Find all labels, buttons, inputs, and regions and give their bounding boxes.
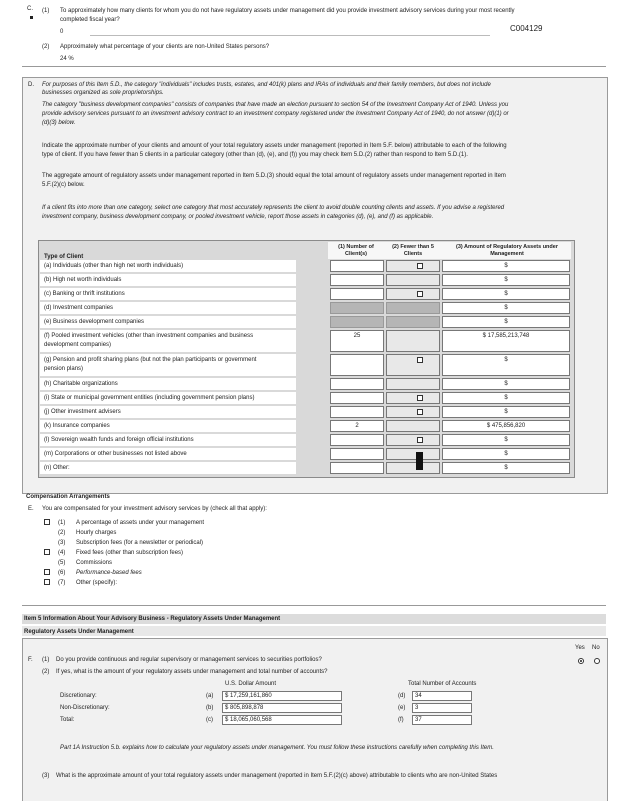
section-divider bbox=[22, 66, 606, 67]
compensation-item-number: (7) bbox=[58, 580, 66, 586]
item5-q2-text: If yes, what is the amount of your regulatory assets under management and total number of accounts? bbox=[56, 669, 328, 675]
compensation-item-label: Performance-based fees bbox=[76, 570, 142, 576]
crd-number: C004129 bbox=[510, 24, 543, 33]
compensation-item-number: (1) bbox=[58, 520, 66, 526]
row-number-input[interactable] bbox=[330, 274, 384, 286]
item5-instruction: Part 1A Instruction 5.b. explains how to calculate your regulatory assets under management. You must follow these instructions carefully when completing this Item. bbox=[60, 745, 494, 751]
row-number-input[interactable] bbox=[330, 462, 384, 474]
row-number-input[interactable] bbox=[330, 354, 384, 376]
row-fewer-cell bbox=[386, 420, 440, 432]
row-amount-value: $ bbox=[504, 305, 508, 311]
row-label: (l) Sovereign wealth funds and foreign official institutions bbox=[44, 437, 194, 443]
row-amount-value: $ bbox=[504, 319, 508, 325]
row-fewer-cell bbox=[386, 448, 440, 460]
item5-letter: F. bbox=[28, 657, 33, 663]
section-d-para2: The category "business development companies" consists of companies that have made an election pursuant to section 54 of the Investment Company Act of 1940. Unless you bbox=[42, 102, 509, 108]
row-label: (i) State or municipal government entities (including government pension plans) bbox=[44, 395, 255, 401]
ram-row-label: Non-Discretionary: bbox=[60, 705, 110, 711]
compensation-item-label: Hourly charges bbox=[76, 530, 117, 536]
row-number-input[interactable] bbox=[330, 392, 384, 404]
q1-number: (1) bbox=[42, 8, 50, 14]
row-number-cell-disabled bbox=[330, 316, 384, 328]
ram-accounts-value: 3 bbox=[415, 705, 419, 711]
row-amount-value: $ bbox=[504, 437, 508, 443]
yes-radio[interactable] bbox=[578, 658, 584, 664]
ram-acc-letter: (d) bbox=[398, 693, 406, 699]
item5-q1-number: (1) bbox=[42, 657, 50, 663]
row-fewer-cell-disabled bbox=[386, 316, 440, 328]
usd-column-header: U.S. Dollar Amount bbox=[225, 681, 277, 687]
row-label: (n) Other: bbox=[44, 465, 70, 471]
compensation-letter: E. bbox=[28, 506, 34, 512]
row-label: (e) Business development companies bbox=[44, 319, 145, 325]
section-d-para4b: 5.F.(2)(c) below. bbox=[42, 182, 85, 188]
compensation-checkbox[interactable] bbox=[44, 519, 50, 525]
section-d-para2c: (d)(3) below. bbox=[42, 120, 76, 126]
q2-value: 24 % bbox=[60, 56, 74, 62]
page-edge-mark bbox=[30, 16, 33, 19]
compensation-heading: Compensation Arrangements bbox=[26, 494, 110, 500]
section-d-para1b: businesses organized as sole proprietorships. bbox=[42, 90, 164, 96]
row-amount-value: $ bbox=[504, 277, 508, 283]
compensation-item-label: Fixed fees (other than subscription fees) bbox=[76, 550, 184, 556]
row-label: (g) Pension and profit sharing plans (but not the plan participants or government bbox=[44, 357, 257, 363]
ram-amount-value: $ 18,065,060,568 bbox=[225, 717, 272, 723]
row-label: (d) Investment companies bbox=[44, 305, 114, 311]
section-d-para5: If a client fits into more than one category, select one category that most accurately represents the client to avoid double counting clients and assets. If you advise a registered bbox=[42, 205, 505, 211]
q1-value: 0 bbox=[60, 29, 64, 35]
ram-row-letter: (b) bbox=[206, 705, 214, 711]
item5-q2-number: (2) bbox=[42, 669, 50, 675]
row-label: (k) Insurance companies bbox=[44, 423, 110, 429]
row-label: (c) Banking or thrift institutions bbox=[44, 291, 125, 297]
accounts-column-header: Total Number of Accounts bbox=[408, 681, 477, 687]
item5-title: Item 5 Information About Your Advisory Business - Regulatory Assets Under Management bbox=[24, 616, 281, 622]
row-amount-value: $ bbox=[504, 263, 508, 269]
row-label: (j) Other investment advisers bbox=[44, 409, 121, 415]
section-d-para4: The aggregate amount of regulatory assets under management reported in Item 5.D.(3) should equal the total amount of regulatory assets under management reported in Item bbox=[42, 173, 506, 179]
item5-subtitle: Regulatory Assets Under Management bbox=[24, 629, 134, 635]
row-amount-value: $ 17,585,213,748 bbox=[482, 333, 530, 339]
row-fewer-cell bbox=[386, 392, 440, 404]
row-amount-value: $ bbox=[504, 395, 508, 401]
row-number-value: 25 bbox=[353, 333, 361, 339]
row-amount-value: $ 475,856,820 bbox=[486, 423, 526, 429]
compensation-checkbox[interactable] bbox=[44, 549, 50, 555]
section-d-para1: For purposes of this Item 5.D., the category "individuals" includes trusts, estates, and 401(k) plans and IRAs of individuals and their family members, but does not include bbox=[42, 82, 491, 88]
row-fewer-checkbox[interactable] bbox=[417, 291, 423, 297]
row-fewer-cell bbox=[386, 434, 440, 446]
compensation-item-label: Subscription fees (for a newsletter or periodical) bbox=[76, 540, 204, 546]
q1-text: To approximately how many clients for whom you do not have regulatory assets under management did you provide investment advisory services during your most recently bbox=[60, 8, 515, 14]
col-fewer-header: (2) Fewer than 5 Clients bbox=[392, 244, 434, 257]
ram-row-label: Discretionary: bbox=[60, 693, 97, 699]
ram-row-letter: (a) bbox=[206, 693, 214, 699]
row-label: (f) Pooled investment vehicles (other than investment companies and business bbox=[44, 333, 254, 339]
item5-q3-number: (3) bbox=[42, 773, 50, 779]
row-fewer-cell bbox=[386, 406, 440, 418]
row-label: (a) Individuals (other than high net worth individuals) bbox=[44, 263, 184, 269]
row-number-input[interactable] bbox=[330, 288, 384, 300]
section-d-para2b: provide advisory services pursuant to an investment advisory contract to an investment company registered under the Investment Company Act of 1940, do not answer (d)(1) or bbox=[42, 111, 509, 117]
ram-acc-letter: (e) bbox=[398, 705, 406, 711]
row-number-input[interactable] bbox=[330, 434, 384, 446]
compensation-item-number: (3) bbox=[58, 540, 66, 546]
q1-answer-line bbox=[90, 35, 490, 36]
section-d-letter: D. bbox=[28, 82, 34, 88]
compensation-item-number: (5) bbox=[58, 560, 66, 566]
yes-label: Yes bbox=[575, 645, 585, 651]
row-label: (h) Charitable organizations bbox=[44, 381, 118, 387]
item5-divider bbox=[22, 605, 606, 606]
q1-text-cont: completed fiscal year? bbox=[60, 17, 120, 23]
compensation-question: You are compensated for your investment advisory services by (check all that apply): bbox=[42, 506, 267, 512]
row-fewer-cell bbox=[386, 378, 440, 390]
row-amount-value: $ bbox=[504, 451, 508, 457]
compensation-checkbox[interactable] bbox=[44, 579, 50, 585]
compensation-item-number: (2) bbox=[58, 530, 66, 536]
ram-accounts-value: 37 bbox=[415, 717, 422, 723]
compensation-item-label: Other (specify): bbox=[76, 580, 118, 586]
q2-number: (2) bbox=[42, 44, 50, 50]
checkbox-mark bbox=[416, 452, 423, 470]
row-label-cell bbox=[40, 462, 296, 474]
item5-q1-text: Do you provide continuous and regular supervisory or management services to securities portfolios? bbox=[56, 657, 322, 663]
row-fewer-checkbox[interactable] bbox=[417, 263, 423, 269]
compensation-item-label: A percentage of assets under your management bbox=[76, 520, 205, 526]
row-number-input[interactable] bbox=[330, 260, 384, 272]
no-label: No bbox=[592, 645, 600, 651]
compensation-checkbox[interactable] bbox=[44, 569, 50, 575]
row-amount-value: $ bbox=[504, 357, 508, 363]
ram-acc-letter: (f) bbox=[398, 717, 404, 723]
col-amount-header: (3) Amount of Regulatory Assets under Management bbox=[456, 244, 558, 257]
ram-accounts-input[interactable] bbox=[412, 703, 472, 713]
row-fewer-cell bbox=[386, 288, 440, 300]
col-number-header: (1) Number of Client(s) bbox=[338, 244, 374, 257]
row-label: (b) High net worth individuals bbox=[44, 277, 122, 283]
row-label-cont: pension plans) bbox=[44, 366, 84, 372]
ram-amount-value: $ 17,259,161,860 bbox=[225, 693, 272, 699]
row-fewer-cell bbox=[386, 354, 440, 376]
row-fewer-cell bbox=[386, 330, 440, 352]
compensation-item-number: (4) bbox=[58, 550, 66, 556]
ram-accounts-value: 34 bbox=[415, 693, 422, 699]
ram-row-label: Total: bbox=[60, 717, 75, 723]
row-amount-value: $ bbox=[504, 291, 508, 297]
row-amount-value: $ bbox=[504, 465, 508, 471]
row-number-input[interactable] bbox=[330, 378, 384, 390]
row-fewer-cell bbox=[386, 274, 440, 286]
row-fewer-checkbox[interactable] bbox=[417, 357, 423, 363]
row-amount-value: $ bbox=[504, 409, 508, 415]
section-c-letter: C. bbox=[27, 6, 33, 12]
section-d-para5b: investment company, business development company, or pooled investment vehicle, report those assets in categories (d), (e), and (f) as applicable. bbox=[42, 214, 434, 220]
no-radio[interactable] bbox=[594, 658, 600, 664]
section-d-para3b: type of client. If you have fewer than 5 clients in a particular category (other than (d), (e), and (f)) you may check Item 5.D.(2) rather than respond to Item 5.D.(1). bbox=[42, 152, 468, 158]
row-fewer-checkbox[interactable] bbox=[417, 437, 423, 443]
row-fewer-cell bbox=[386, 462, 440, 474]
col-type-header: Type of Client bbox=[44, 254, 84, 260]
row-number-value: 2 bbox=[355, 423, 359, 429]
row-fewer-checkbox[interactable] bbox=[417, 409, 423, 415]
ram-row-letter: (c) bbox=[206, 717, 213, 723]
q2-text: Approximately what percentage of your clients are non-United States persons? bbox=[60, 44, 270, 50]
row-number-cell-disabled bbox=[330, 302, 384, 314]
row-fewer-cell-disabled bbox=[386, 302, 440, 314]
compensation-item-number: (6) bbox=[58, 570, 66, 576]
row-fewer-checkbox[interactable] bbox=[417, 395, 423, 401]
row-amount-value: $ bbox=[504, 381, 508, 387]
item5-q3-text: What is the approximate amount of your total regulatory assets under management (reported in Item 5.F.(2)(c) above) attributable to clients who are non-United States bbox=[56, 773, 498, 779]
row-number-input[interactable] bbox=[330, 448, 384, 460]
row-fewer-cell bbox=[386, 260, 440, 272]
row-label-cont: development companies) bbox=[44, 342, 112, 348]
section-d-para3: Indicate the approximate number of your clients and amount of your total regulatory assets under management (reported in Item 5.F. below) attributable to each of the following bbox=[42, 143, 507, 149]
row-number-input[interactable] bbox=[330, 406, 384, 418]
compensation-item-label: Commissions bbox=[76, 560, 113, 566]
row-label: (m) Corporations or other businesses not listed above bbox=[44, 451, 187, 457]
ram-amount-value: $ 805,898,878 bbox=[225, 705, 264, 711]
